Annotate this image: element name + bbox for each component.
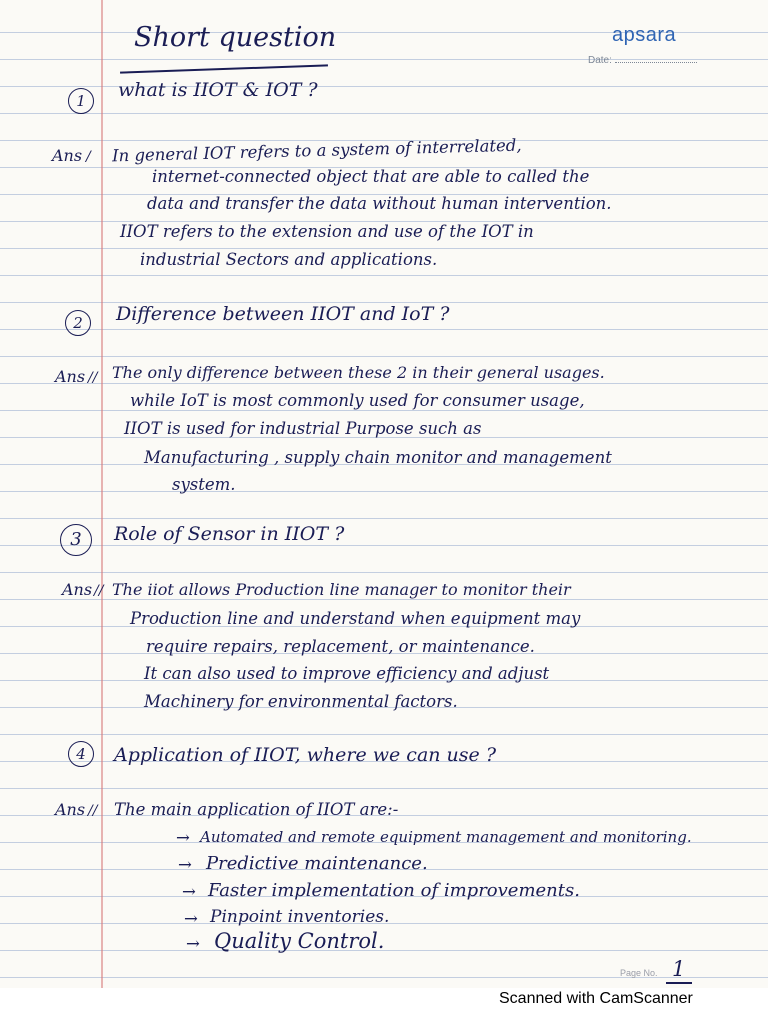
answer-4-item-5: Quality Control.	[214, 929, 385, 953]
answer-1-line-4: IIOT refers to the extension and use of the IOT in	[120, 222, 534, 241]
date-blank-line	[615, 62, 697, 63]
page-number: 1	[672, 957, 686, 981]
answer-4-item-3: Faster implementation of improvements.	[208, 880, 580, 901]
arrow-icon: →	[184, 909, 198, 928]
answer-1-line-2: internet-connected object that are able to called the	[152, 167, 590, 186]
question-2-text: Difference between IIOT and IoT ?	[116, 303, 450, 325]
page-title: Short question	[134, 22, 337, 53]
date-label: Date:	[588, 55, 612, 66]
question-number-3: 3	[60, 524, 92, 556]
arrow-icon: →	[182, 882, 196, 901]
question-number-4: 4	[68, 741, 94, 767]
answer-3-label: Ans	[62, 580, 93, 599]
answer-4-label: Ans	[55, 800, 86, 819]
answer-2-line-4: Manufacturing , supply chain monitor and management	[144, 448, 612, 467]
question-4-text: Application of IIOT, where we can use ?	[114, 744, 497, 766]
answer-2-line-1: The only difference between these 2 in their general usages.	[112, 363, 605, 382]
answer-2-mark: //	[88, 370, 98, 386]
answer-3-line-5: Machinery for environmental factors.	[144, 692, 458, 711]
question-number-2: 2	[65, 310, 91, 336]
answer-2-line-2: while IoT is most commonly used for consumer usage,	[130, 391, 585, 410]
answer-3-mark: //	[94, 583, 104, 599]
answer-1-line-3: data and transfer the data without human intervention.	[147, 194, 612, 213]
answer-1-mark: /	[86, 149, 91, 165]
page-number-label: Page No.	[620, 968, 658, 978]
answer-3-line-3: require repairs, replacement, or maintenance.	[146, 637, 535, 656]
question-3-text: Role of Sensor in IIOT ?	[114, 523, 345, 545]
date-field	[588, 55, 697, 66]
answer-2-label: Ans	[55, 367, 86, 386]
question-1-text: what is IIOT & IOT ?	[118, 79, 318, 101]
answer-4-intro: The main application of IIOT are:-	[114, 800, 399, 819]
answer-2-line-3: IIOT is used for industrial Purpose such as	[124, 419, 482, 438]
answer-4-item-1: Automated and remote equipment management and monitoring.	[200, 828, 692, 846]
page-number-underline	[666, 982, 692, 984]
scanner-footer	[0, 988, 768, 1024]
answer-3-line-2: Production line and understand when equipment may	[130, 609, 581, 628]
title-underline	[120, 64, 328, 73]
answer-1-line-5: industrial Sectors and applications.	[140, 250, 438, 269]
answer-4-item-4: Pinpoint inventories.	[210, 907, 390, 927]
arrow-icon: →	[186, 934, 200, 953]
answer-3-line-1: The iiot allows Production line manager to monitor their	[112, 580, 571, 599]
arrow-icon: →	[178, 855, 192, 874]
answer-3-line-4: It can also used to improve efficiency and adjust	[144, 664, 550, 683]
brand-logo: apsara	[612, 24, 677, 46]
question-number-1: 1	[68, 88, 94, 114]
answer-4-item-2: Predictive maintenance.	[206, 853, 428, 874]
answer-2-line-5: system.	[172, 475, 236, 494]
answer-1-line-1: In general IOT refers to a system of interrelated,	[111, 135, 522, 166]
arrow-icon: →	[176, 828, 190, 847]
answer-4-mark: //	[88, 803, 98, 819]
answer-1-label: Ans	[52, 146, 83, 165]
scanner-watermark: Scanned with CamScanner	[499, 990, 693, 1007]
